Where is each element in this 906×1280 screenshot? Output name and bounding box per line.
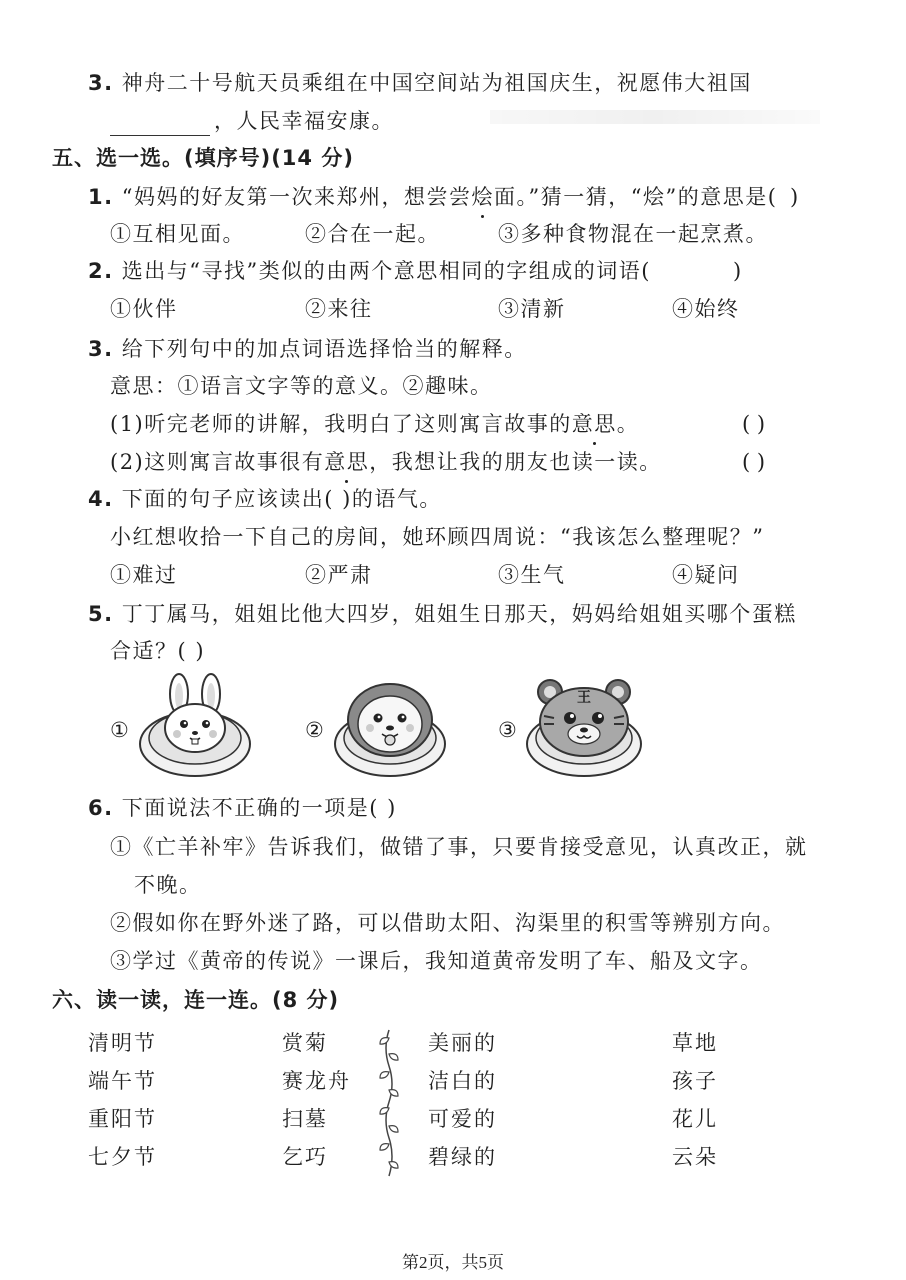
q1-text-a: “妈妈的好友第一次来郑州，想尝尝 xyxy=(121,185,472,209)
q4-option-2: ②严肃 xyxy=(305,563,373,587)
q1-option-1: ①互相见面。 xyxy=(110,222,245,246)
q3-cont-line1 xyxy=(88,68,752,98)
cake-label-3: ③ xyxy=(498,718,519,742)
rabbit-cake-icon[interactable] xyxy=(135,672,255,782)
q5-stem xyxy=(88,599,797,629)
custom-item[interactable]: 赏菊 xyxy=(282,1031,328,1055)
q5-number: 5. xyxy=(88,602,114,626)
monkey-cake-icon[interactable] xyxy=(330,672,450,782)
q4-number: 4. xyxy=(88,487,114,511)
q3-s2-dotted-text: 意思 xyxy=(324,450,370,474)
cake-label-1: ① xyxy=(110,718,131,742)
q2-answer-paren[interactable]: ) xyxy=(733,259,742,283)
q3-s2-text-a: (2)这则寓言故事很有 xyxy=(110,450,325,474)
q1-text-b: 面。”猜一猜，“烩”的意思是( xyxy=(494,185,778,209)
adjective-item[interactable]: 碧绿的 xyxy=(428,1145,497,1169)
q3-s1-text-a: (1)听完老师的讲解，我明白了这则寓言故事的 xyxy=(110,412,572,436)
custom-item[interactable]: 乞巧 xyxy=(282,1145,328,1169)
q3-meaning: 意思：①语言文字等的意义。②趣味。 xyxy=(110,374,493,398)
q6-number: 6. xyxy=(88,796,114,820)
page-footer: 第2页，共5页 xyxy=(402,1253,504,1272)
q1-dotted-char: 烩 xyxy=(472,182,495,212)
q3-cont-line2 xyxy=(110,106,394,136)
q6-option-3: ③学过《黄帝的传说》一课后，我知道黄帝发明了车、船及文字。 xyxy=(110,949,763,973)
vine-divider-icon xyxy=(376,1028,402,1178)
q6-stem xyxy=(88,793,397,823)
q2-option-3: ③清新 xyxy=(498,297,566,321)
q3-s2-answer-paren[interactable]: ( ) xyxy=(742,450,766,474)
custom-item[interactable]: 扫墓 xyxy=(282,1107,328,1131)
q6-option-2: ②假如你在野外迷了路，可以借助太阳、沟渠里的积雪等辨别方向。 xyxy=(110,911,785,935)
noun-item[interactable]: 花儿 xyxy=(672,1107,718,1131)
answer-blank[interactable] xyxy=(110,113,210,136)
q6-option-1: ①《亡羊补牢》告诉我们，做错了事，只要肯接受意见，认真改正，就 xyxy=(110,835,808,859)
noun-item[interactable]: 云朵 xyxy=(672,1145,718,1169)
adjective-item[interactable]: 洁白的 xyxy=(428,1069,497,1093)
custom-item[interactable]: 赛龙舟 xyxy=(282,1069,351,1093)
q3-s2-dotted-word xyxy=(324,447,369,477)
q3-sentence-2 xyxy=(110,447,662,477)
q2-stem xyxy=(88,256,651,286)
faint-bleed-through xyxy=(490,110,820,124)
noun-item[interactable]: 孩子 xyxy=(672,1069,718,1093)
q5-text: 丁丁属马，姐姐比他大四岁，姐姐生日那天，妈妈给姐姐买哪个蛋糕 xyxy=(121,602,797,626)
q3-sentence-1 xyxy=(110,409,639,439)
q3-text: 给下列句中的加点词语选择恰当的解释。 xyxy=(121,337,527,361)
q4-stem xyxy=(88,484,442,514)
q3-cont-number: 3. xyxy=(88,71,114,95)
section5-title: 五、选一选。(填序号)(14 分) xyxy=(52,146,354,170)
q3-s1-text-b: 。 xyxy=(616,412,640,436)
section6-title: 六、读一读，连一连。(8 分) xyxy=(52,988,340,1012)
q4-sentence: 小红想收拾一下自己的房间，她环顾四周说：“我该怎么整理呢？” xyxy=(110,525,765,549)
q3-number: 3. xyxy=(88,337,114,361)
q4-option-1: ①难过 xyxy=(110,563,178,587)
q2-option-1: ①伙伴 xyxy=(110,297,178,321)
q3-s1-answer-paren[interactable]: ( ) xyxy=(742,412,766,436)
q2-number: 2. xyxy=(88,259,114,283)
festival-item[interactable]: 端午节 xyxy=(88,1069,157,1093)
q6-option-1-cont: 不晚。 xyxy=(134,873,202,897)
q1-option-3: ③多种食物混在一起烹煮。 xyxy=(498,222,768,246)
q3-s2-text-b: ，我想让我的朋友也读一读。 xyxy=(369,450,662,474)
q4-text: 下面的句子应该读出( )的语气。 xyxy=(121,487,442,511)
festival-item[interactable]: 七夕节 xyxy=(88,1145,157,1169)
q1-option-2: ②合在一起。 xyxy=(305,222,440,246)
q2-option-2: ②来往 xyxy=(305,297,373,321)
q3-s1-dotted-text: 意思 xyxy=(571,412,617,436)
q2-option-4: ④始终 xyxy=(672,297,740,321)
q4-option-4: ④疑问 xyxy=(672,563,740,587)
q1-stem xyxy=(88,182,777,212)
q6-text: 下面说法不正确的一项是( ) xyxy=(121,796,397,820)
q4-option-3: ③生气 xyxy=(498,563,566,587)
q1-answer-paren[interactable]: ) xyxy=(790,185,799,209)
festival-item[interactable]: 重阳节 xyxy=(88,1107,157,1131)
cake-label-2: ② xyxy=(305,718,326,742)
q5-stem-line2: 合适？( ) xyxy=(110,639,206,663)
tiger-forehead-mark: 王 xyxy=(577,690,591,706)
tiger-cake-icon[interactable] xyxy=(522,672,647,782)
q3-stem xyxy=(88,334,527,364)
q2-text: 选出与“寻找”类似的由两个意思相同的字组成的词语( xyxy=(121,259,651,283)
noun-item[interactable]: 草地 xyxy=(672,1031,718,1055)
festival-item[interactable]: 清明节 xyxy=(88,1031,157,1055)
q1-number: 1. xyxy=(88,185,114,209)
q3-cont-text: 神舟二十号航天员乘组在中国空间站为祖国庆生，祝愿伟大祖国 xyxy=(121,71,752,95)
adjective-item[interactable]: 可爱的 xyxy=(428,1107,497,1131)
adjective-item[interactable]: 美丽的 xyxy=(428,1031,497,1055)
q3-s1-dotted-word xyxy=(572,409,617,439)
q3-cont-text2: ，人民幸福安康。 xyxy=(214,109,394,133)
